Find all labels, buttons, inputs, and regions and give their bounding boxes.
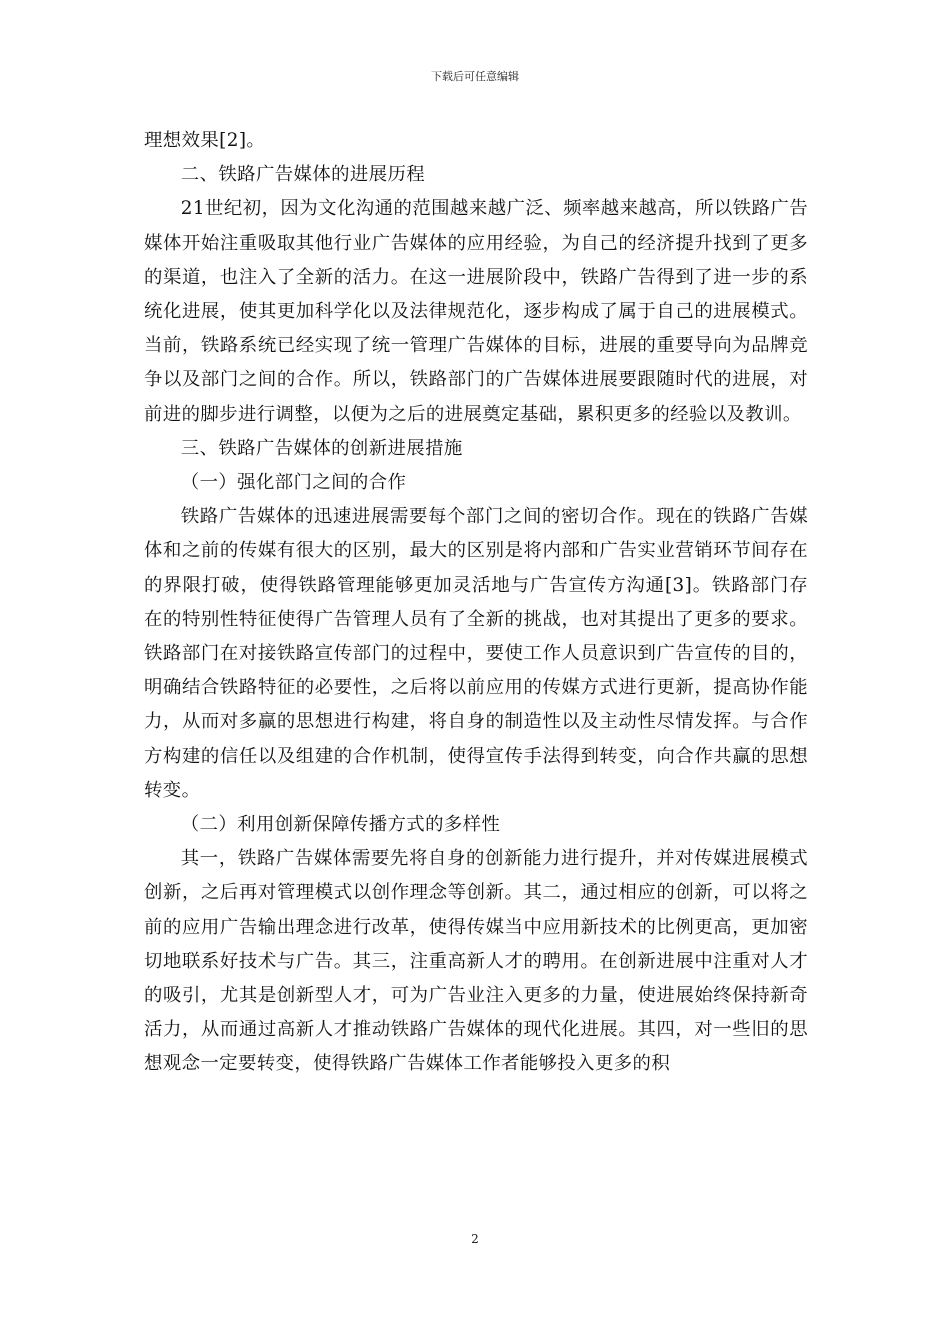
subsection-heading-1: （一）强化部门之间的合作 <box>180 472 407 494</box>
header-note: 下载后可任意编辑 <box>431 70 519 83</box>
paragraph-innovation: 其一，铁路广告媒体需要先将自身的创新能力进行提升，并对传媒进展模式创新，之后再对管理模式以创作理念等创新。其二，通过相应的创新，可以将之前的应用广告输出理念进行改革，使得传媒当中应用新技术的比例更高，更加密切地联系好技术与广告。其三，注重高新人才的聘用。在创新进展中注重对人才的吸引，尤其是创新型人才，可为广告业注入更多的力量，使进展始终保持新奇活力，从而通过高新人才推动铁路广告媒体的现代化进展。其四，对一些旧的思想观念一定要转变，使得铁路广告媒体工作者能够投入更多的积 <box>144 848 808 1075</box>
subsection-heading-2: （二）利用创新保障传播方式的多样性 <box>180 814 501 836</box>
page-number: 2 <box>471 1232 479 1246</box>
section-heading-3: 三、铁路广告媒体的创新进展措施 <box>180 437 463 459</box>
paragraph-cooperation: 铁路广告媒体的迅速进展需要每个部门之间的密切合作。现在的铁路广告媒体和之前的传媒有很大的区别，最大的区别是将内部和广告实业营销环节间存在的界限打破，使得铁路管理能够更加灵活地与广告宣传方沟通[3]。铁路部门存在的特别性特征使得广告管理人员有了全新的挑战，也对其提出了更多的要求。铁路部门在对接铁路宣传部门的过程中，要使工作人员意识到广告宣传的目的，明确结合铁路特征的必要性，之后将以前应用的传媒方式进行更新，提高协作能力，从而对多赢的思想进行构建，将自身的制造性以及主动性尽情发挥。与合作方构建的信任以及组建的合作机制，使得宣传手法得到转变，向合作共赢的思想转变。 <box>144 506 808 801</box>
paragraph-continuation: 理想效果[2]。 <box>144 130 266 151</box>
section-heading-2: 二、铁路广告媒体的进展历程 <box>180 164 426 186</box>
paragraph-history: 21世纪初，因为文化沟通的范围越来越广泛、频率越来越高，所以铁路广告媒体开始注重吸取其他行业广告媒体的应用经验，为自己的经济提升找到了更多的渠道，也注入了全新的活力。在这一进展阶段中，铁路广告得到了进一步的系统化进展，使其更加科学化以及法律规范化，逐步构成了属于自己的进展模式。当前，铁路系统已经实现了统一管理广告媒体的目标，进展的重要导向为品牌竞争以及部门之间的合作。所以，铁路部门的广告媒体进展要跟随时代的进展，对前进的脚步进行调整，以便为之后的进展奠定基础，累积更多的经验以及教训。 <box>144 198 808 425</box>
body-text <box>144 124 808 1082</box>
